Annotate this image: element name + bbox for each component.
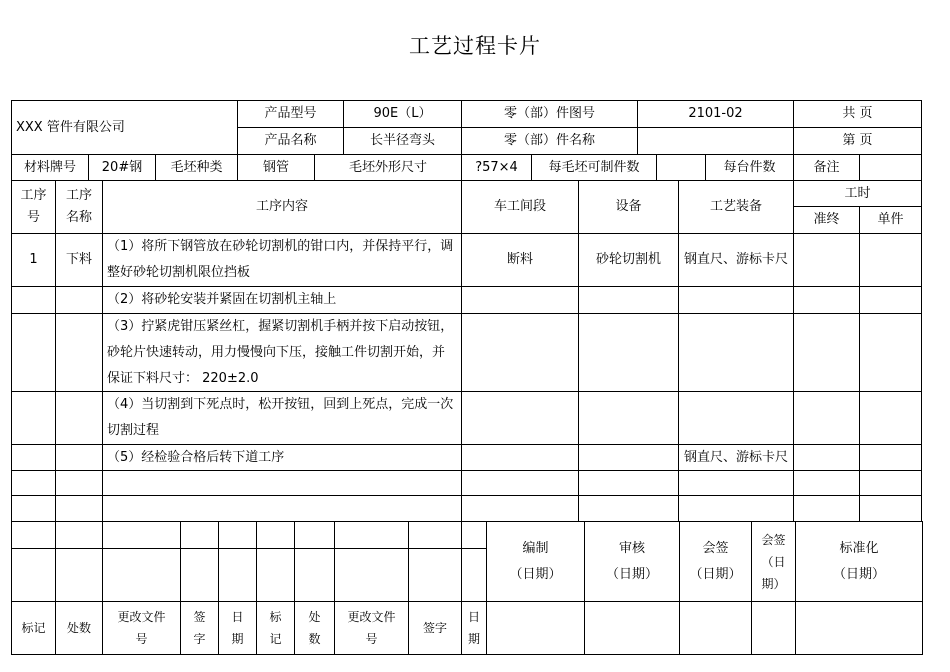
change-grid-cell <box>55 521 102 548</box>
approval-standardize: 标准化 （日期） <box>795 521 922 601</box>
row-equipment <box>578 470 678 495</box>
change-grid-cell <box>461 521 486 548</box>
col-workshop: 车工间段 <box>461 180 578 233</box>
row-unit-time <box>859 391 921 444</box>
row-unit-time <box>859 233 921 286</box>
approval-sign-cell <box>679 601 751 654</box>
change-grid-cell <box>218 548 256 601</box>
row-tooling <box>678 495 793 521</box>
blank-size-value: ?57×4 <box>461 154 531 180</box>
company-name: XXX 管件有限公司 <box>11 100 237 154</box>
material-value: 20#钢 <box>88 154 155 180</box>
part-name-value <box>637 127 793 154</box>
footer-sign2-label: 签字 <box>408 601 461 654</box>
approval-sign-cell <box>795 601 922 654</box>
col-op-name: 工序 名称 <box>55 180 102 233</box>
col-prep-time: 准终 <box>793 206 859 233</box>
row-equipment <box>578 286 678 313</box>
product-name-label: 产品名称 <box>237 127 343 154</box>
row-prep-time <box>793 313 859 391</box>
row-unit-time <box>859 444 921 470</box>
row-op-content: （2）将砂轮安装并紧固在切割机主轴上 <box>102 286 461 313</box>
per-blank-value <box>656 154 705 180</box>
row-op-content <box>102 495 461 521</box>
change-grid-cell <box>218 521 256 548</box>
change-grid-cell <box>256 548 294 601</box>
change-grid-cell <box>102 548 180 601</box>
blank-size-label: 毛坯外形尺寸 <box>314 154 461 180</box>
per-machine-label: 每台件数 <box>705 154 793 180</box>
row-op-name <box>55 391 102 444</box>
row-workshop <box>461 444 578 470</box>
remark-label: 备注 <box>793 154 859 180</box>
table-bottom-border <box>11 654 923 655</box>
row-op-no: 1 <box>11 233 55 286</box>
change-grid-cell <box>294 548 334 601</box>
row-tooling <box>678 286 793 313</box>
part-drawing-label: 零（部）件图号 <box>461 100 637 127</box>
change-grid-cell <box>11 548 55 601</box>
row-op-no <box>11 391 55 444</box>
row-unit-time <box>859 495 921 521</box>
col-equipment: 设备 <box>578 180 678 233</box>
footer-sign-label: 签 字 <box>180 601 218 654</box>
row-op-no <box>11 444 55 470</box>
row-op-no <box>11 313 55 391</box>
material-label: 材料牌号 <box>11 154 88 180</box>
row-op-content: （5）经检验合格后转下道工序 <box>102 444 461 470</box>
row-tooling <box>678 470 793 495</box>
product-name-value: 长半径弯头 <box>343 127 461 154</box>
approval-sign-cell <box>751 601 795 654</box>
row-tooling: 钢直尺、游标卡尺 <box>678 233 793 286</box>
row-prep-time <box>793 391 859 444</box>
row-tooling <box>678 313 793 391</box>
row-equipment <box>578 313 678 391</box>
change-grid-cell <box>180 521 218 548</box>
footer-mark2-label: 标 记 <box>256 601 294 654</box>
row-unit-time <box>859 313 921 391</box>
row-equipment <box>578 495 678 521</box>
row-op-name <box>55 470 102 495</box>
row-op-name <box>55 495 102 521</box>
approval-countersign-2: 会签 （日 期） <box>751 521 795 601</box>
part-drawing-value: 2101-02 <box>637 100 793 127</box>
row-tooling <box>678 391 793 444</box>
row-workshop <box>461 286 578 313</box>
page-number: 第 页 <box>793 127 921 154</box>
change-grid-cell <box>11 521 55 548</box>
row-prep-time <box>793 444 859 470</box>
approval-review: 审核 （日期） <box>584 521 679 601</box>
part-name-label: 零（部）件名称 <box>461 127 637 154</box>
row-op-content: （4）当切割到下死点时，松开按钮，回到上死点，完成一次切割过程 <box>102 391 461 444</box>
col-time: 工时 <box>793 180 921 206</box>
change-grid-cell <box>408 521 461 548</box>
change-grid-cell <box>55 548 102 601</box>
row-op-name: 下料 <box>55 233 102 286</box>
row-op-name <box>55 286 102 313</box>
row-workshop <box>461 470 578 495</box>
row-prep-time <box>793 470 859 495</box>
row-op-name <box>55 313 102 391</box>
row-op-content <box>102 470 461 495</box>
change-grid-cell <box>294 521 334 548</box>
footer-mark-label: 标记 <box>11 601 55 654</box>
footer-change-doc2-label: 更改文件 号 <box>334 601 408 654</box>
change-grid-cell <box>334 521 408 548</box>
approval-countersign: 会签 （日期） <box>679 521 751 601</box>
page-title: 工艺过程卡片 <box>409 34 541 58</box>
footer-count-label: 处数 <box>55 601 102 654</box>
row-op-name <box>55 444 102 470</box>
per-blank-label: 每毛坯可制件数 <box>531 154 656 180</box>
change-grid-cell <box>461 548 486 601</box>
change-grid-cell <box>102 521 180 548</box>
row-op-no <box>11 286 55 313</box>
blank-type-label: 毛坯种类 <box>155 154 237 180</box>
change-grid-cell <box>256 521 294 548</box>
col-unit-time: 单件 <box>859 206 921 233</box>
footer-change-doc-label: 更改文件 号 <box>102 601 180 654</box>
row-op-content: （1）将所下钢管放在砂轮切割机的钳口内，并保持平行，调整好砂轮切割机限位挡板 <box>102 233 461 286</box>
product-model-label: 产品型号 <box>237 100 343 127</box>
approval-sign-cell <box>584 601 679 654</box>
row-op-no <box>11 470 55 495</box>
row-unit-time <box>859 470 921 495</box>
row-tooling: 钢直尺、游标卡尺 <box>678 444 793 470</box>
blank-type-value: 钢管 <box>237 154 314 180</box>
change-grid-cell <box>334 548 408 601</box>
col-op-content: 工序内容 <box>102 180 461 233</box>
row-workshop <box>461 495 578 521</box>
change-grid-cell <box>408 548 461 601</box>
footer-date2-label: 日 期 <box>461 601 486 654</box>
col-op-no: 工序 号 <box>11 180 55 233</box>
row-prep-time <box>793 495 859 521</box>
row-op-content: （3）拧紧虎钳压紧丝杠，握紧切割机手柄并按下启动按钮，砂轮片快速转动，用力慢慢向下压，接触工件切割开始，并保证下料尺寸： 220±2.0 <box>102 313 461 391</box>
row-prep-time <box>793 233 859 286</box>
row-workshop <box>461 313 578 391</box>
row-unit-time <box>859 286 921 313</box>
approval-sign-cell <box>486 601 584 654</box>
row-op-no <box>11 495 55 521</box>
footer-date-label: 日 期 <box>218 601 256 654</box>
table-right-border <box>922 521 923 655</box>
footer-count2-label: 处 数 <box>294 601 334 654</box>
total-pages: 共 页 <box>793 100 921 127</box>
change-grid-cell <box>180 548 218 601</box>
remark-value <box>859 154 921 180</box>
table-right-border <box>921 100 922 521</box>
row-equipment <box>578 391 678 444</box>
col-tooling: 工艺装备 <box>678 180 793 233</box>
row-equipment <box>578 444 678 470</box>
row-workshop <box>461 391 578 444</box>
row-equipment: 砂轮切割机 <box>578 233 678 286</box>
row-workshop: 断料 <box>461 233 578 286</box>
product-model-value: 90E（L） <box>343 100 461 127</box>
row-prep-time <box>793 286 859 313</box>
approval-compile: 编制 （日期） <box>486 521 584 601</box>
